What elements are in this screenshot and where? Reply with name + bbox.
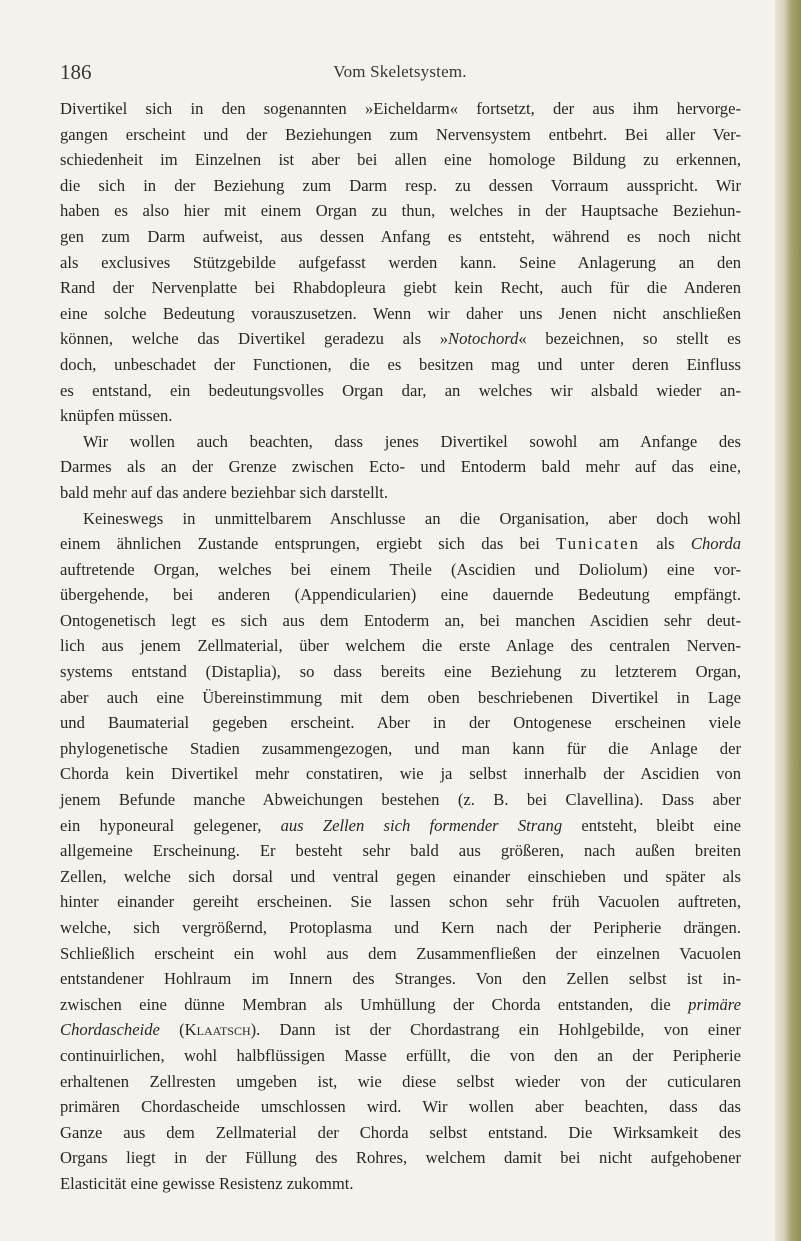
text-line: einem ähnlichen Zustande entsprungen, ergiebt sich das bei Tunicaten als Chorda <box>60 534 741 554</box>
text-line: Wir wollen auch beachten, dass jenes Divertikel sowohl am Anfange des <box>83 431 741 451</box>
text-line: Chorda kein Divertikel mehr constatiren, wie ja selbst innerhalb der Ascidien von <box>60 764 741 784</box>
text-line: entstandener Hohlraum im Innern des Stranges. Von den Zellen selbst ist in- <box>60 969 741 989</box>
text-line: erhaltenen Zellresten umgeben ist, wie diese selbst wieder von der cuticularen <box>60 1071 741 1091</box>
text-line: systems entstand (Distaplia), so dass bereits eine Beziehung zu letzterem Organ, <box>60 662 741 682</box>
text-line: haben es also hier mit einem Organ zu thun, welches in der Hauptsache Beziehun- <box>60 201 741 221</box>
text-line: als exclusives Stützgebilde aufgefasst werden kann. Seine Anlagerung an den <box>60 252 741 272</box>
running-title: Vom Skeletsystem. <box>333 62 467 81</box>
text-line: welche, sich vergrößernd, Protoplasma und Kern nach der Peripherie drängen. <box>60 918 741 937</box>
text-line: gen zum Darm aufweist, aus dessen Anfang es entsteht, während es noch nicht <box>60 226 741 246</box>
text-line: primären Chordascheide umschlossen wird. Wir wollen aber beachten, dass das <box>60 1097 741 1117</box>
page-number: 186 <box>60 60 92 84</box>
text-line: Chordascheide (Klaatsch). Dann ist der Chordastrang ein Hohlgebilde, von einer <box>60 1020 741 1040</box>
text-line: Darmes als an der Grenze zwischen Ecto- und Entoderm bald mehr auf das eine, <box>60 457 741 477</box>
text-line: zwischen eine dünne Membran als Umhüllung der Chorda entstanden, die primäre <box>60 994 741 1014</box>
text-line: die sich in der Beziehung zum Darm resp. zu dessen Vorraum ausspricht. Wir <box>60 175 741 195</box>
text-line: hinter einander gereiht erscheinen. Sie lassen schon sehr früh Vacuolen auftreten, <box>60 892 741 912</box>
text-line: Keineswegs in unmittelbarem Anschlusse an die Organisation, aber doch wohl <box>83 508 741 528</box>
text-line: übergehende, bei anderen (Appendicularien) eine dauernde Bedeutung empfängt. <box>60 585 741 605</box>
body-text <box>60 96 741 1197</box>
page-header <box>60 58 740 88</box>
text-line: auftretende Organ, welches bei einem Theile (Ascidien und Doliolum) eine vor- <box>60 559 741 579</box>
text-line: doch, unbeschadet der Functionen, die es besitzen mag und unter deren Einfluss <box>60 354 741 374</box>
text-line: jenem Befunde manche Abweichungen bestehen (z. B. bei Clavellina). Dass aber <box>60 790 741 810</box>
text-line: und Baumaterial gegeben erscheint. Aber in der Ontogenese erscheinen viele <box>60 713 741 733</box>
text-line: können, welche das Divertikel geradezu als »Notochord« bezeichnen, so stellt es <box>60 329 741 349</box>
text-line: es entstand, ein bedeutungsvolles Organ dar, an welches wir alsbald wieder an- <box>60 380 741 400</box>
text-line: Ontogenetisch legt es sich aus dem Entoderm an, bei manchen Ascidien sehr deut- <box>60 610 741 630</box>
text-line: bald mehr auf das andere beziehbar sich darstellt. <box>60 482 389 502</box>
text-line: Ganze aus dem Zellmaterial der Chorda selbst entstand. Die Wirksamkeit des <box>60 1122 741 1142</box>
text-line: schiedenheit im Einzelnen ist aber bei allen eine homologe Bildung zu erkennen, <box>60 150 741 170</box>
text-line: Zellen, welche sich dorsal und ventral gegen einander einschieben und später als <box>60 866 741 886</box>
text-line: ein hyponeural gelegener, aus Zellen sich formender Strang entsteht, bleibt eine <box>60 815 741 835</box>
text-line: lich aus jenem Zellmaterial, über welchem die erste Anlage des centralen Nerven- <box>60 636 741 656</box>
text-line: Organs liegt in der Füllung des Rohres, welchem damit bei nicht aufgehobener <box>60 1148 741 1168</box>
text-line: phylogenetische Stadien zusammengezogen, und man kann für die Anlage der <box>60 738 741 758</box>
text-line: allgemeine Erscheinung. Er besteht sehr bald aus größeren, nach außen breiten <box>60 841 741 861</box>
text-line: Schließlich erscheint ein wohl aus dem Zusammenfließen der einzelnen Vacuolen <box>60 943 741 963</box>
text-line: continuirlichen, wohl halbflüssigen Masse erfüllt, die von den an der Peripherie <box>60 1045 741 1065</box>
text-line: Divertikel sich in den sogenannten »Eicheldarm« fortsetzt, der aus ihm hervorge- <box>60 99 741 118</box>
text-line: gangen erscheint und der Beziehungen zum Nervensystem entbehrt. Bei aller Ver- <box>60 124 741 144</box>
text-line: aber auch eine Übereinstimmung mit dem oben beschriebenen Divertikel in Lage <box>60 687 741 707</box>
page-edge-shadow <box>775 0 801 1241</box>
text-line: Rand der Nervenplatte bei Rhabdopleura giebt kein Recht, auch für die Anderen <box>60 278 741 298</box>
text-line: Elasticität eine gewisse Resistenz zukommt. <box>60 1173 354 1193</box>
text-line: eine solche Bedeutung vorauszusetzen. Wenn wir daher uns Jenen nicht anschließen <box>60 303 741 323</box>
text-line: knüpfen müssen. <box>60 406 173 426</box>
